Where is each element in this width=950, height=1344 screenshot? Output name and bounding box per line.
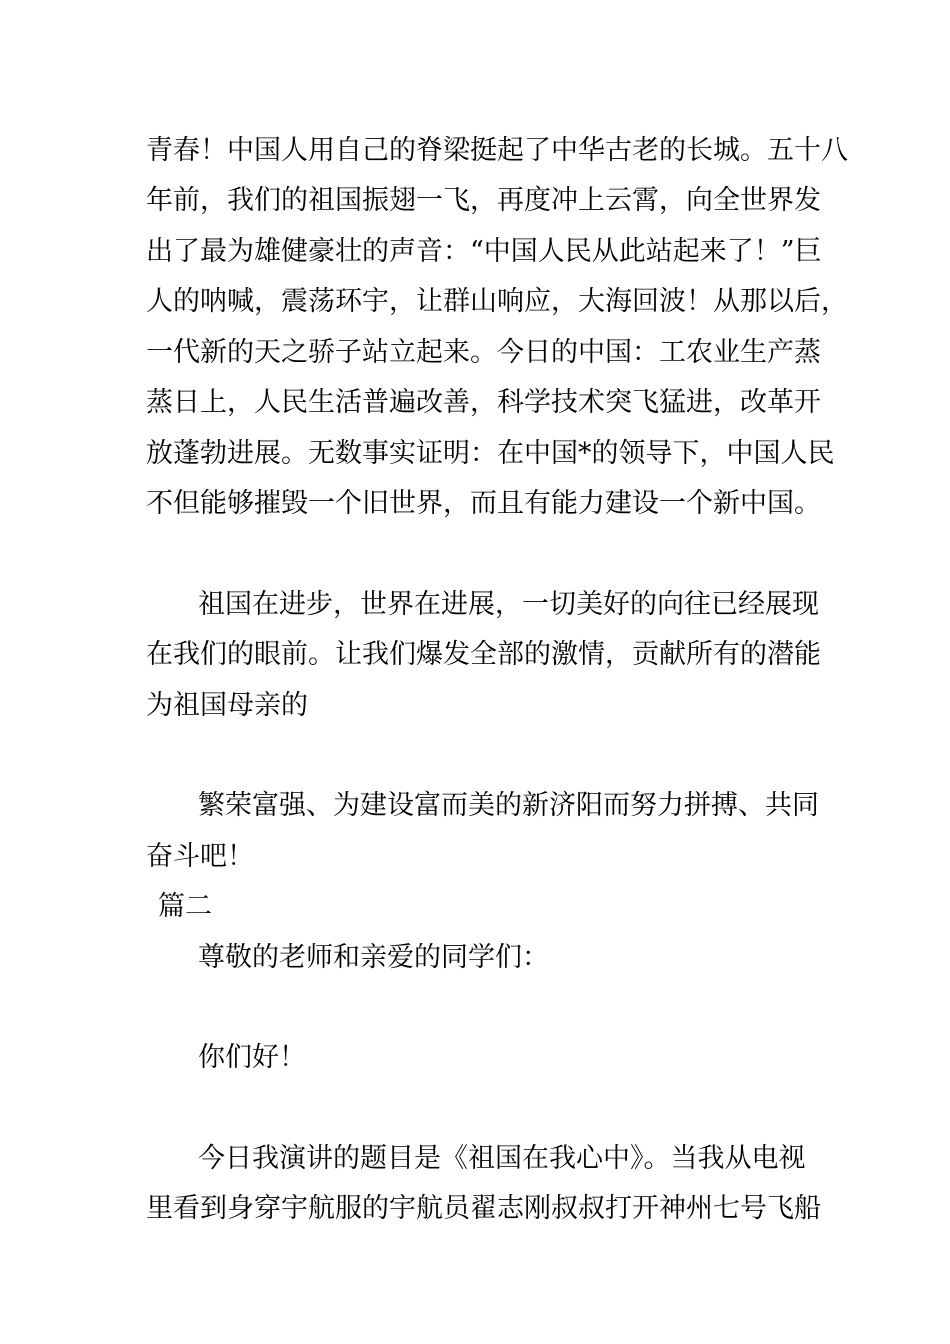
text-line: 人的呐喊，震荡环宇，让群山响应，大海回波！从那以后， xyxy=(146,286,848,317)
text-line: 繁荣富强、为建设富而美的新济阳而努力拼搏、共同 xyxy=(198,790,819,821)
text-line: 一代新的天之骄子站立起来。今日的中国：工农业生产蒸 xyxy=(146,337,821,368)
text-line: 在我们的眼前。让我们爆发全部的激情，贡献所有的潜能 xyxy=(146,639,821,670)
text-line: 祖国在进步，世界在进展，一切美好的向往已经展现 xyxy=(198,589,819,620)
text-line: 奋斗吧！ xyxy=(146,841,254,872)
text-line: 放蓬勃进展。无数事实证明：在中国*的领导下，中国人民 xyxy=(146,438,835,469)
salutation: 尊敬的老师和亲爱的同学们： xyxy=(198,942,549,973)
section-heading: 篇二 xyxy=(158,891,212,922)
text-line: 年前，我们的祖国振翅一飞，再度冲上云霄，向全世界发 xyxy=(146,185,821,216)
text-line: 今日我演讲的题目是《祖国在我心中》。当我从电视 xyxy=(198,1143,806,1174)
text-line: 蒸日上，人民生活普遍改善，科学技术突飞猛进，改革开 xyxy=(146,387,821,418)
text-line: 不但能够摧毁一个旧世界，而且有能力建设一个新中国。 xyxy=(146,488,821,519)
text-line: 为祖国母亲的 xyxy=(146,690,308,721)
text-line: 青春！中国人用自己的脊梁挺起了中华古老的长城。五十八 xyxy=(146,135,848,166)
text-line: 出了最为雄健豪壮的声音：“中国人民从此站起来了！”巨 xyxy=(146,236,822,267)
greeting: 你们好！ xyxy=(198,1042,306,1073)
text-line: 里看到身穿宇航服的宇航员翟志刚叔叔打开神州七号飞船 xyxy=(146,1193,821,1224)
